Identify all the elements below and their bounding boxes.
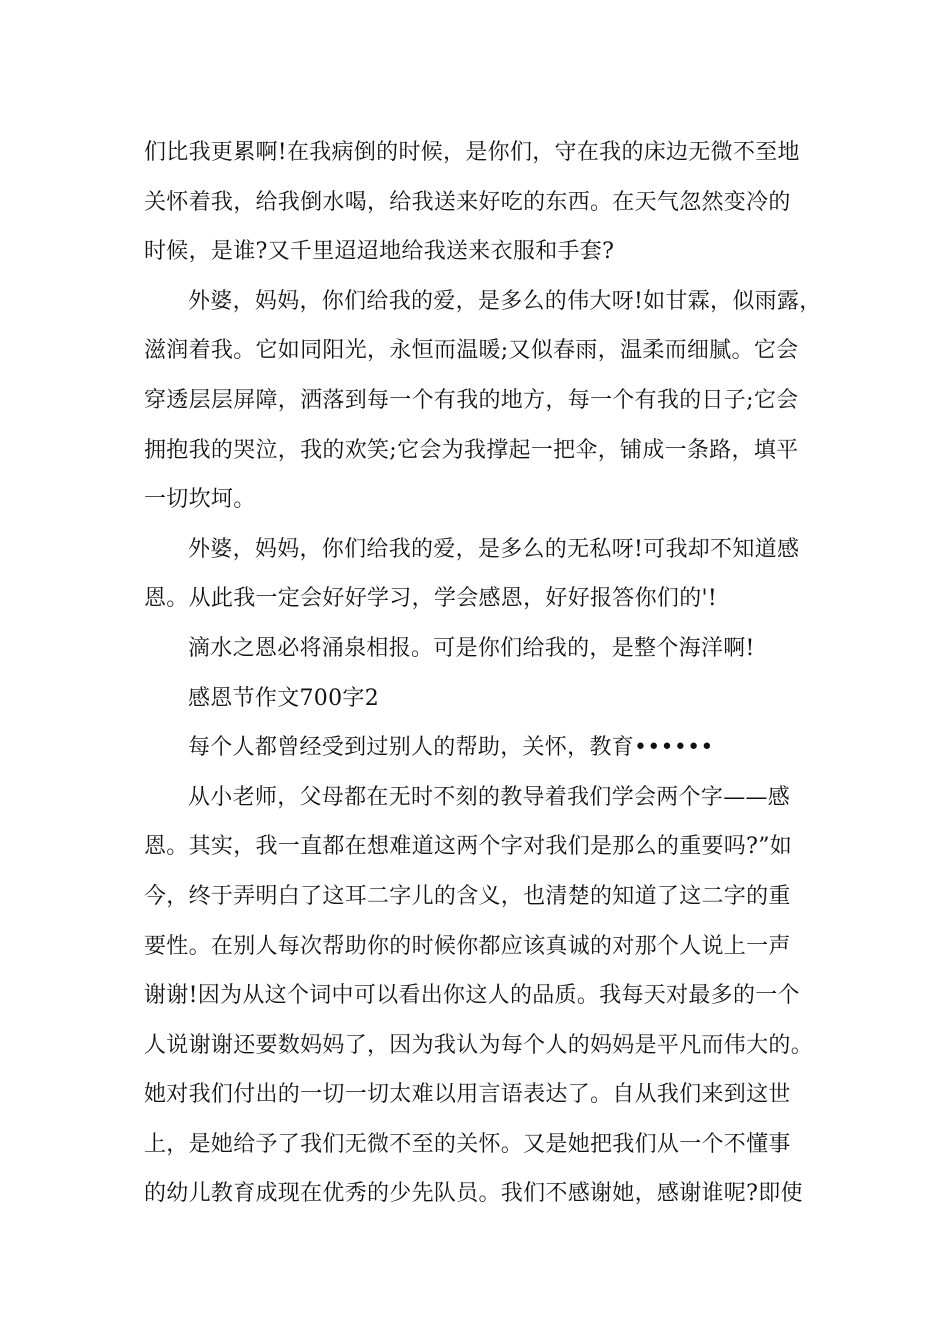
text-line: 外婆，妈妈，你们给我的爱，是多么的无私呀!可我却不知道感	[188, 536, 800, 562]
text-line: 恩。其实，我一直都在想难道这两个字对我们是那么的重要吗?”如	[144, 834, 793, 860]
text-line: 要性。在别人每次帮助你的时候你都应该真诚的对那个人说上一声	[144, 933, 791, 959]
text-line: 穿透层层屏障，洒落到每一个有我的地方，每一个有我的日子;它会	[144, 387, 799, 413]
text-line: 恩。从此我一定会好好学习，学会感恩，好好报答你们的'!	[144, 586, 717, 612]
text-line: 每个人都曾经受到过别人的帮助，关怀，教育••••••	[188, 735, 714, 761]
text-line: 时候，是谁?又千里迢迢地给我送来衣服和手套?	[144, 239, 615, 265]
text-line: 一切坎坷。	[144, 487, 256, 513]
text-line: 们比我更累啊!在我病倒的时候，是你们，守在我的床边无微不至地	[144, 140, 800, 165]
text-line: 拥抱我的哭泣，我的欢笑;它会为我撑起一把伞，铺成一条路，填平	[144, 437, 799, 463]
paragraph-1	[144, 128, 824, 277]
text-line: 人说谢谢还要数妈妈了，因为我认为每个人的妈妈是平凡而伟大的。	[144, 1032, 814, 1058]
paragraph-7	[144, 773, 824, 1219]
text-line: 外婆，妈妈，你们给我的爱，是多么的伟大呀!如甘霖，似雨露，	[188, 288, 822, 314]
text-line: 上，是她给予了我们无微不至的关怀。又是她把我们从一个不懂事	[144, 1131, 791, 1157]
paragraph-3	[144, 525, 824, 624]
paragraph-2	[144, 277, 824, 525]
text-line: 的幼儿教育成现在优秀的少先队员。我们不感谢她，感谢谁呢?即使	[144, 1181, 803, 1207]
document-body	[144, 128, 824, 1219]
paragraph-6	[144, 723, 824, 773]
text-line: 滋润着我。它如同阳光，永恒而温暖;又似春雨，温柔而细腻。它会	[144, 338, 799, 364]
text-line: 谢谢!因为从这个词中可以看出你这人的品质。我每天对最多的一个	[144, 983, 800, 1009]
heading-line: 感恩节作文700字2	[188, 685, 379, 711]
text-line: 滴水之恩必将涌泉相报。可是你们给我的，是整个海洋啊!	[188, 635, 755, 661]
text-line: 从小老师，父母都在无时不刻的教导着我们学会两个字——感	[188, 784, 791, 810]
section-heading	[144, 674, 824, 724]
paragraph-4	[144, 624, 824, 674]
text-line: 关怀着我，给我倒水喝，给我送来好吃的东西。在天气忽然变冷的	[144, 189, 791, 215]
text-line: 她对我们付出的一切一切太难以用言语表达了。自从我们来到这世	[144, 1082, 791, 1108]
text-line: 今，终于弄明白了这耳二字儿的含义，也清楚的知道了这二字的重	[144, 883, 791, 909]
